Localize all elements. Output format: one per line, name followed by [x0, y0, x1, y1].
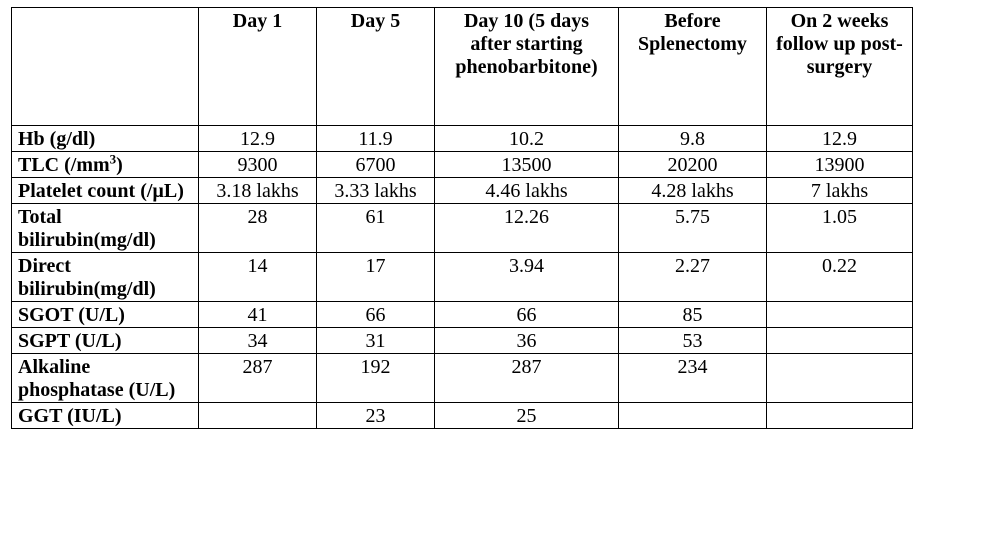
- table-cell: [767, 354, 913, 403]
- table-cell: 34: [199, 328, 317, 354]
- table-cell: 7 lakhs: [767, 178, 913, 204]
- table-cell: 11.9: [317, 126, 435, 152]
- table-cell: 9300: [199, 152, 317, 178]
- row-label: Direct bilirubin(mg/dl): [12, 253, 199, 302]
- table-cell: 287: [199, 354, 317, 403]
- table-cell: 23: [317, 403, 435, 429]
- header-cell: Before Splenectomy: [619, 8, 767, 126]
- table-cell: 2.27: [619, 253, 767, 302]
- table-cell: 5.75: [619, 204, 767, 253]
- table-cell: 4.28 lakhs: [619, 178, 767, 204]
- table-cell: 10.2: [435, 126, 619, 152]
- table-cell: 3.18 lakhs: [199, 178, 317, 204]
- lab-results-table: [11, 7, 913, 429]
- table-cell: 192: [317, 354, 435, 403]
- header-cell: On 2 weeks follow up post-surgery: [767, 8, 913, 126]
- table-row: [12, 403, 913, 429]
- table-cell: 13900: [767, 152, 913, 178]
- table-row: [12, 253, 913, 302]
- header-cell: Day 10 (5 days after starting phenobarbitone): [435, 8, 619, 126]
- table-cell: 6700: [317, 152, 435, 178]
- table-cell: [619, 403, 767, 429]
- table-row: [12, 354, 913, 403]
- table-cell: 66: [435, 302, 619, 328]
- row-label: SGPT (U/L): [12, 328, 199, 354]
- row-label: Alkaline phosphatase (U/L): [12, 354, 199, 403]
- table-cell: 12.9: [767, 126, 913, 152]
- table-cell: 20200: [619, 152, 767, 178]
- table-cell: 66: [317, 302, 435, 328]
- table-row: [12, 126, 913, 152]
- row-label: Hb (g/dl): [12, 126, 199, 152]
- table-cell: 4.46 lakhs: [435, 178, 619, 204]
- table-cell: 28: [199, 204, 317, 253]
- table-cell: 9.8: [619, 126, 767, 152]
- table-cell: 13500: [435, 152, 619, 178]
- table-cell: 12.26: [435, 204, 619, 253]
- table-cell: 12.9: [199, 126, 317, 152]
- table-header-row: [12, 8, 913, 126]
- header-cell: Day 5: [317, 8, 435, 126]
- row-label: [12, 152, 199, 178]
- header-cell: Day 1: [199, 8, 317, 126]
- table-cell: [199, 403, 317, 429]
- table-cell: 41: [199, 302, 317, 328]
- row-label-superscript: 3: [109, 151, 117, 167]
- table-cell: [767, 328, 913, 354]
- table-cell: 31: [317, 328, 435, 354]
- table-cell: 0.22: [767, 253, 913, 302]
- table-cell: 3.94: [435, 253, 619, 302]
- table-row: [12, 204, 913, 253]
- row-label: GGT (IU/L): [12, 403, 199, 429]
- table-cell: 61: [317, 204, 435, 253]
- table-cell: 287: [435, 354, 619, 403]
- row-label: SGOT (U/L): [12, 302, 199, 328]
- table-cell: 3.33 lakhs: [317, 178, 435, 204]
- table-cell: 85: [619, 302, 767, 328]
- table-cell: [767, 302, 913, 328]
- table-cell: 36: [435, 328, 619, 354]
- table-cell: 234: [619, 354, 767, 403]
- header-cell: [12, 8, 199, 126]
- row-label-suffix: ): [116, 154, 123, 176]
- table-cell: 25: [435, 403, 619, 429]
- row-label: Platelet count (/µL): [12, 178, 199, 204]
- table-cell: 14: [199, 253, 317, 302]
- table-cell: 1.05: [767, 204, 913, 253]
- table-row: [12, 152, 913, 178]
- table-row: [12, 178, 913, 204]
- table-cell: [767, 403, 913, 429]
- table-row: [12, 328, 913, 354]
- table-cell: 53: [619, 328, 767, 354]
- row-label: Total bilirubin(mg/dl): [12, 204, 199, 253]
- row-label-text: TLC (/mm: [18, 154, 110, 176]
- table-row: [12, 302, 913, 328]
- table-cell: 17: [317, 253, 435, 302]
